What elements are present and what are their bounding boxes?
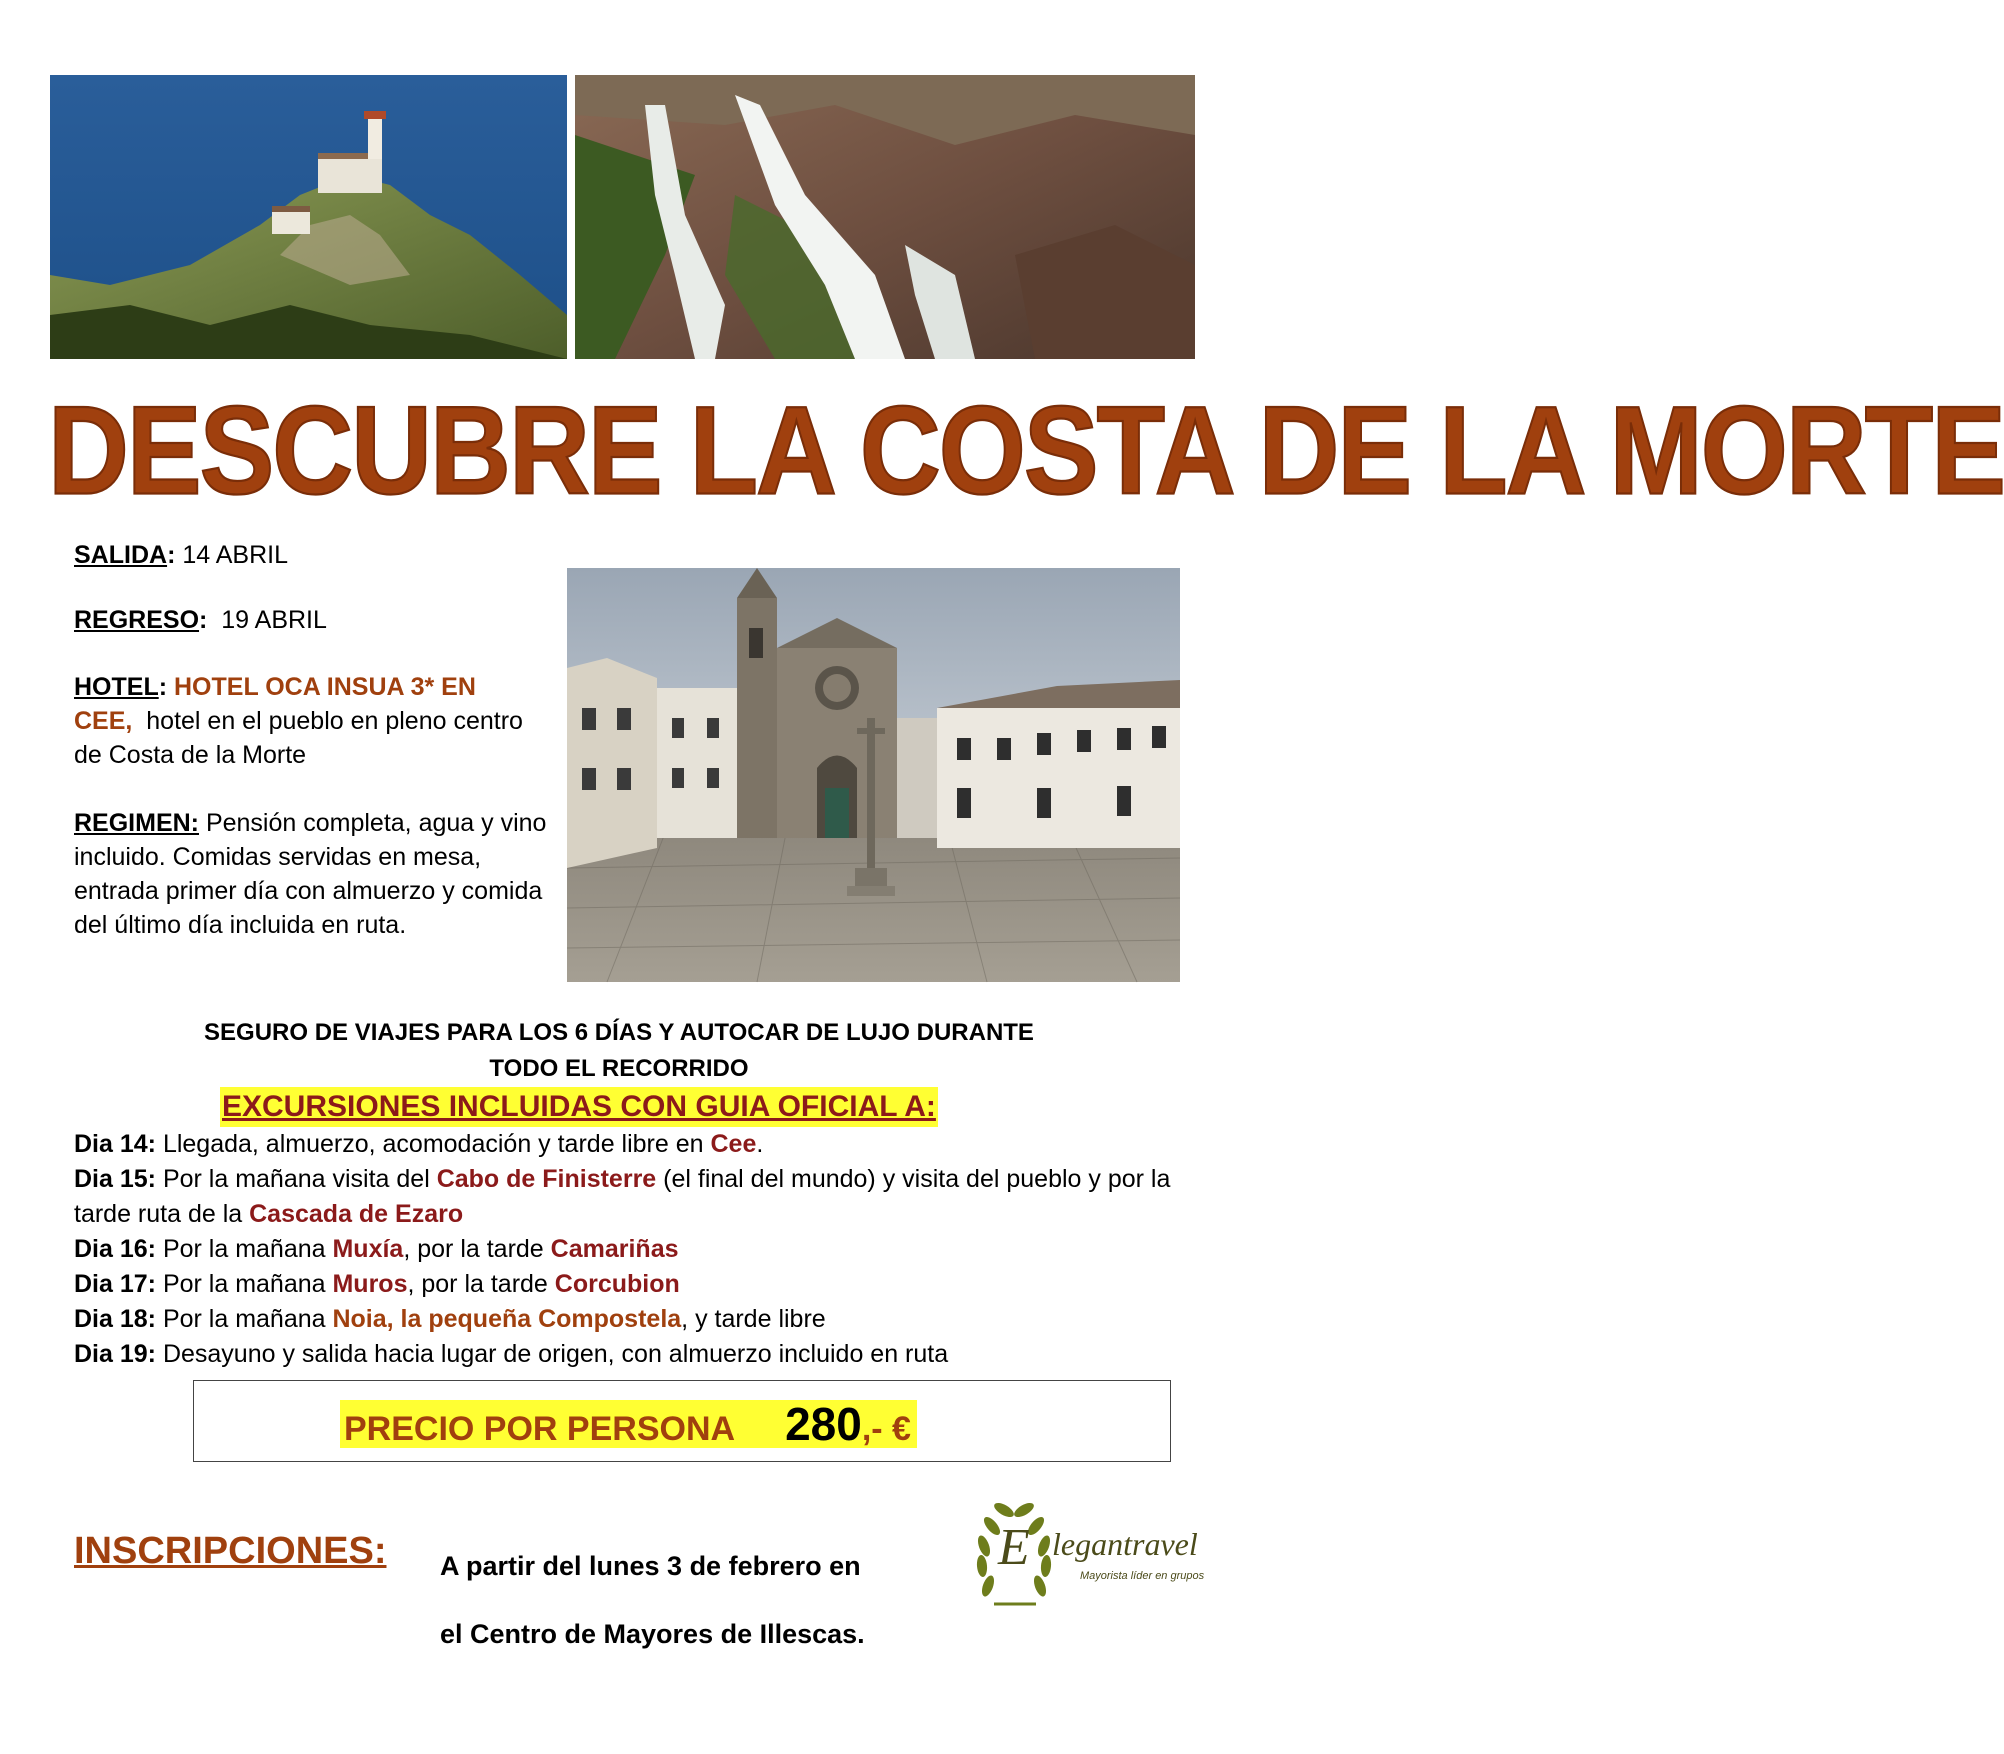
regreso-value: 19 ABRIL <box>221 606 327 634</box>
insurance-line-1: SEGURO DE VIAJES PARA LOS 6 DÍAS Y AUTOCAR DE LUJO DURANTE <box>204 1019 1034 1046</box>
day-text: Desayuno y salida hacia lugar de origen, con almuerzo incluido en ruta <box>162 1340 949 1368</box>
day-17 <box>74 1267 1174 1302</box>
day-text: Por la mañana <box>162 1235 333 1263</box>
place-highlight: Cee <box>710 1130 757 1158</box>
day-19 <box>74 1337 1174 1372</box>
day-label: Dia 18: <box>74 1305 156 1333</box>
day-label: Dia 16: <box>74 1235 156 1263</box>
price-highlight <box>340 1400 917 1448</box>
lighthouse-photo <box>50 75 567 359</box>
place-highlight: Noia, la pequeña Compostela <box>332 1305 682 1333</box>
price-suffix: ,- € <box>861 1410 911 1448</box>
regreso-label: REGRESO <box>74 606 200 634</box>
inscripciones-label: INSCRIPCIONES: <box>74 1530 387 1572</box>
day-text: Por la mañana <box>162 1270 333 1298</box>
inscripciones-line-2: el Centro de Mayores de Illescas. <box>440 1619 865 1649</box>
salida-value: 14 ABRIL <box>182 541 288 569</box>
place-highlight: Muros <box>332 1270 408 1298</box>
elegantravel-logo <box>970 1486 1205 1616</box>
place-highlight: Cabo de Finisterre <box>436 1165 657 1193</box>
regimen-desc: Pensión completa, agua y vino incluido. Comidas servidas en mesa, entrada primer día con almuerzo y comida del último día incluida en ruta. <box>74 809 547 939</box>
day-text: Por la mañana visita del <box>162 1165 437 1193</box>
day-text: Llegada, almuerzo, acomodación y tarde libre en <box>162 1130 711 1158</box>
place-highlight: Cascada de Ezaro <box>249 1200 464 1228</box>
logo-tagline: Mayorista líder en grupos <box>1080 1570 1205 1582</box>
inscripciones-text <box>440 1532 960 1668</box>
day-16 <box>74 1232 1174 1267</box>
waterfall-photo <box>575 75 1195 359</box>
regreso-line: REGRESO: 19 ABRIL <box>74 606 327 634</box>
day-text: , y tarde libre <box>681 1305 826 1333</box>
place-highlight: Corcubion <box>554 1270 680 1298</box>
day-text: , por la tarde <box>407 1270 555 1298</box>
day-label: Dia 19: <box>74 1340 156 1368</box>
day-text: (el final del mundo) y visita del pueblo y por la tarde ruta de la <box>74 1165 1171 1228</box>
day-15 <box>74 1162 1174 1232</box>
regimen-block <box>74 806 554 942</box>
place-highlight: Camariñas <box>550 1235 679 1263</box>
salida-line: SALIDA: 14 ABRIL <box>74 541 288 569</box>
hotel-desc: hotel en el pueblo en pleno centro de Costa de la Morte <box>74 707 523 769</box>
day-label: Dia 14: <box>74 1130 156 1158</box>
day-text: . <box>756 1130 764 1158</box>
price-label: PRECIO POR PERSONA <box>344 1410 736 1448</box>
day-label: Dia 15: <box>74 1165 156 1193</box>
day-label: Dia 17: <box>74 1270 156 1298</box>
day-14 <box>74 1127 1174 1162</box>
church-plaza-photo <box>567 568 1180 982</box>
day-text: Por la mañana <box>162 1305 333 1333</box>
logo-name: legantravel <box>1052 1526 1198 1562</box>
day-text: , por la tarde <box>403 1235 551 1263</box>
place-highlight: Muxía <box>332 1235 404 1263</box>
regimen-label: REGIMEN: <box>74 809 199 837</box>
page-title: DESCUBRE LA COSTA DE LA MORTE <box>48 380 2004 521</box>
itinerary <box>74 1127 1174 1372</box>
day-18 <box>74 1302 1174 1337</box>
price-value: 280 <box>785 1398 862 1450</box>
hotel-label: HOTEL <box>74 673 159 701</box>
excursions-heading: EXCURSIONES INCLUIDAS CON GUIA OFICIAL A: <box>220 1087 938 1127</box>
logo-letter: E <box>998 1519 1030 1576</box>
salida-label: SALIDA <box>74 541 168 569</box>
hotel-block: HOTEL: HOTEL OCA INSUA 3* EN CEE, hotel en el pueblo en pleno centro de Costa de la Morte <box>74 673 523 769</box>
inscripciones-line-1: A partir del lunes 3 de febrero en <box>440 1551 861 1581</box>
hotel-name: HOTEL OCA INSUA 3* EN CEE, <box>74 673 476 735</box>
insurance-line-2: TODO EL RECORRIDO <box>489 1055 749 1082</box>
